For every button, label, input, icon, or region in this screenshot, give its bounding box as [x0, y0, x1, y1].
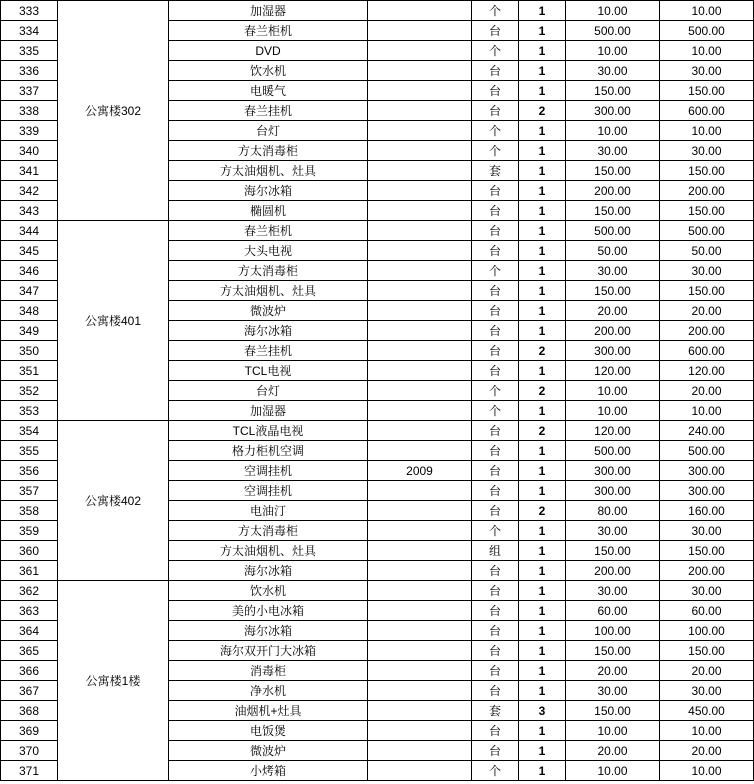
cell-year[interactable]: [368, 741, 472, 761]
cell-quantity[interactable]: 1: [519, 581, 566, 601]
cell-unit-price[interactable]: 10.00: [566, 121, 660, 141]
cell-name[interactable]: 方太油烟机、灶具: [169, 281, 368, 301]
cell-amount[interactable]: 100.00: [660, 621, 754, 641]
cell-unit[interactable]: 台: [472, 301, 519, 321]
cell-name[interactable]: 空调挂机: [169, 481, 368, 501]
cell-id[interactable]: 364: [1, 621, 58, 641]
cell-year[interactable]: [368, 761, 472, 781]
cell-quantity[interactable]: 2: [519, 381, 566, 401]
table-row: [1, 221, 754, 241]
cell-name[interactable]: 方太消毒柜: [169, 521, 368, 541]
cell-quantity[interactable]: 2: [519, 341, 566, 361]
cell-unit[interactable]: 组: [472, 541, 519, 561]
cell-id[interactable]: 353: [1, 401, 58, 421]
cell-name[interactable]: 椭圆机: [169, 201, 368, 221]
cell-name[interactable]: 加湿器: [169, 1, 368, 21]
cell-quantity[interactable]: 1: [519, 661, 566, 681]
cell-amount[interactable]: 50.00: [660, 241, 754, 261]
cell-year[interactable]: [368, 601, 472, 621]
cell-unit-price[interactable]: 20.00: [566, 741, 660, 761]
cell-amount[interactable]: 450.00: [660, 701, 754, 721]
table-row: [1, 581, 754, 601]
cell-unit-price[interactable]: 10.00: [566, 381, 660, 401]
cell-unit[interactable]: 台: [472, 581, 519, 601]
cell-year[interactable]: [368, 201, 472, 221]
cell-name[interactable]: TCL液晶电视: [169, 421, 368, 441]
cell-id[interactable]: 346: [1, 261, 58, 281]
cell-id[interactable]: 362: [1, 581, 58, 601]
cell-amount[interactable]: 30.00: [660, 61, 754, 81]
cell-id[interactable]: 368: [1, 701, 58, 721]
cell-amount[interactable]: 600.00: [660, 101, 754, 121]
cell-amount[interactable]: 150.00: [660, 201, 754, 221]
cell-unit[interactable]: 台: [472, 181, 519, 201]
cell-year[interactable]: [368, 361, 472, 381]
cell-quantity[interactable]: 2: [519, 501, 566, 521]
cell-unit-price[interactable]: 300.00: [566, 341, 660, 361]
cell-unit[interactable]: 台: [472, 621, 519, 641]
cell-unit[interactable]: 个: [472, 41, 519, 61]
cell-amount[interactable]: 30.00: [660, 681, 754, 701]
cell-year[interactable]: [368, 101, 472, 121]
cell-unit[interactable]: 台: [472, 281, 519, 301]
cell-name[interactable]: 方太消毒柜: [169, 141, 368, 161]
cell-unit-price[interactable]: 150.00: [566, 81, 660, 101]
cell-id[interactable]: 352: [1, 381, 58, 401]
cell-name[interactable]: 格力柜机空调: [169, 441, 368, 461]
cell-name[interactable]: 海尔冰箱: [169, 321, 368, 341]
cell-year[interactable]: 2009: [368, 461, 472, 481]
cell-year[interactable]: [368, 661, 472, 681]
cell-unit-price[interactable]: 200.00: [566, 181, 660, 201]
cell-amount[interactable]: 30.00: [660, 261, 754, 281]
cell-amount[interactable]: 150.00: [660, 161, 754, 181]
cell-id[interactable]: 363: [1, 601, 58, 621]
cell-name[interactable]: 台灯: [169, 381, 368, 401]
cell-id[interactable]: 343: [1, 201, 58, 221]
cell-id[interactable]: 340: [1, 141, 58, 161]
cell-id[interactable]: 338: [1, 101, 58, 121]
cell-amount[interactable]: 200.00: [660, 181, 754, 201]
cell-quantity[interactable]: 1: [519, 21, 566, 41]
cell-id[interactable]: 355: [1, 441, 58, 461]
cell-unit-price[interactable]: 30.00: [566, 261, 660, 281]
cell-quantity[interactable]: 1: [519, 721, 566, 741]
cell-location[interactable]: 公寓楼302: [58, 1, 169, 221]
cell-quantity[interactable]: 1: [519, 1, 566, 21]
cell-amount[interactable]: 30.00: [660, 521, 754, 541]
cell-quantity[interactable]: 1: [519, 41, 566, 61]
cell-id[interactable]: 358: [1, 501, 58, 521]
cell-amount[interactable]: 120.00: [660, 361, 754, 381]
cell-amount[interactable]: 300.00: [660, 461, 754, 481]
cell-quantity[interactable]: 1: [519, 321, 566, 341]
cell-unit[interactable]: 台: [472, 221, 519, 241]
cell-unit[interactable]: 台: [472, 441, 519, 461]
cell-unit-price[interactable]: 30.00: [566, 521, 660, 541]
cell-unit-price[interactable]: 30.00: [566, 61, 660, 81]
cell-amount[interactable]: 500.00: [660, 21, 754, 41]
cell-name[interactable]: 净水机: [169, 681, 368, 701]
cell-unit-price[interactable]: 200.00: [566, 321, 660, 341]
cell-id[interactable]: 347: [1, 281, 58, 301]
cell-name[interactable]: 电暖气: [169, 81, 368, 101]
cell-unit[interactable]: 台: [472, 81, 519, 101]
cell-year[interactable]: [368, 481, 472, 501]
cell-unit[interactable]: 台: [472, 361, 519, 381]
cell-id[interactable]: 371: [1, 761, 58, 781]
cell-year[interactable]: [368, 141, 472, 161]
cell-unit[interactable]: 台: [472, 341, 519, 361]
cell-unit-price[interactable]: 300.00: [566, 481, 660, 501]
cell-unit-price[interactable]: 150.00: [566, 161, 660, 181]
cell-id[interactable]: 342: [1, 181, 58, 201]
cell-id[interactable]: 354: [1, 421, 58, 441]
cell-id[interactable]: 365: [1, 641, 58, 661]
cell-quantity[interactable]: 1: [519, 181, 566, 201]
cell-unit-price[interactable]: 10.00: [566, 41, 660, 61]
cell-year[interactable]: [368, 641, 472, 661]
cell-unit[interactable]: 台: [472, 461, 519, 481]
cell-year[interactable]: [368, 21, 472, 41]
cell-year[interactable]: [368, 701, 472, 721]
cell-year[interactable]: [368, 81, 472, 101]
cell-year[interactable]: [368, 401, 472, 421]
cell-id[interactable]: 367: [1, 681, 58, 701]
cell-name[interactable]: 方太消毒柜: [169, 261, 368, 281]
cell-quantity[interactable]: 1: [519, 61, 566, 81]
cell-name[interactable]: TCL电视: [169, 361, 368, 381]
table-row: [1, 421, 754, 441]
cell-unit-price[interactable]: 30.00: [566, 681, 660, 701]
cell-amount[interactable]: 150.00: [660, 281, 754, 301]
cell-quantity[interactable]: 1: [519, 121, 566, 141]
cell-unit[interactable]: 台: [472, 721, 519, 741]
cell-unit[interactable]: 台: [472, 601, 519, 621]
cell-unit[interactable]: 台: [472, 201, 519, 221]
cell-name[interactable]: 消毒柜: [169, 661, 368, 681]
cell-quantity[interactable]: 1: [519, 161, 566, 181]
cell-unit-price[interactable]: 60.00: [566, 601, 660, 621]
cell-unit[interactable]: 台: [472, 641, 519, 661]
cell-quantity[interactable]: 1: [519, 481, 566, 501]
cell-quantity[interactable]: 1: [519, 521, 566, 541]
cell-id[interactable]: 339: [1, 121, 58, 141]
table-row: [1, 1, 754, 21]
cell-amount[interactable]: 60.00: [660, 601, 754, 621]
cell-name[interactable]: 海尔冰箱: [169, 181, 368, 201]
cell-amount[interactable]: 150.00: [660, 81, 754, 101]
cell-unit[interactable]: 台: [472, 481, 519, 501]
cell-unit-price[interactable]: 10.00: [566, 1, 660, 21]
cell-name[interactable]: 方太油烟机、灶具: [169, 541, 368, 561]
cell-id[interactable]: 359: [1, 521, 58, 541]
cell-amount[interactable]: 20.00: [660, 381, 754, 401]
cell-year[interactable]: [368, 421, 472, 441]
cell-unit[interactable]: 台: [472, 741, 519, 761]
cell-unit[interactable]: 台: [472, 241, 519, 261]
cell-id[interactable]: 335: [1, 41, 58, 61]
cell-unit[interactable]: 台: [472, 101, 519, 121]
cell-id[interactable]: 337: [1, 81, 58, 101]
cell-amount[interactable]: 10.00: [660, 761, 754, 781]
cell-name[interactable]: 美的小电冰箱: [169, 601, 368, 621]
cell-amount[interactable]: 160.00: [660, 501, 754, 521]
cell-unit[interactable]: 套: [472, 161, 519, 181]
cell-name[interactable]: 台灯: [169, 121, 368, 141]
cell-amount[interactable]: 30.00: [660, 141, 754, 161]
cell-amount[interactable]: 150.00: [660, 541, 754, 561]
cell-unit-price[interactable]: 10.00: [566, 761, 660, 781]
cell-year[interactable]: [368, 381, 472, 401]
cell-amount[interactable]: 10.00: [660, 721, 754, 741]
cell-year[interactable]: [368, 501, 472, 521]
cell-year[interactable]: [368, 441, 472, 461]
cell-id[interactable]: 351: [1, 361, 58, 381]
cell-name[interactable]: 电饭煲: [169, 721, 368, 741]
cell-id[interactable]: 357: [1, 481, 58, 501]
cell-amount[interactable]: 10.00: [660, 401, 754, 421]
cell-location[interactable]: 公寓楼402: [58, 421, 169, 581]
cell-name[interactable]: 海尔冰箱: [169, 561, 368, 581]
cell-amount[interactable]: 10.00: [660, 121, 754, 141]
cell-unit[interactable]: 套: [472, 701, 519, 721]
cell-unit-price[interactable]: 120.00: [566, 361, 660, 381]
cell-id[interactable]: 333: [1, 1, 58, 21]
cell-name[interactable]: 油烟机+灶具: [169, 701, 368, 721]
cell-unit-price[interactable]: 10.00: [566, 721, 660, 741]
cell-id[interactable]: 349: [1, 321, 58, 341]
cell-unit[interactable]: 台: [472, 501, 519, 521]
cell-unit[interactable]: 个: [472, 381, 519, 401]
cell-unit-price[interactable]: 20.00: [566, 301, 660, 321]
cell-amount[interactable]: 20.00: [660, 661, 754, 681]
cell-quantity[interactable]: 1: [519, 601, 566, 621]
cell-quantity[interactable]: 1: [519, 201, 566, 221]
cell-unit-price[interactable]: 10.00: [566, 401, 660, 421]
cell-quantity[interactable]: 1: [519, 141, 566, 161]
cell-year[interactable]: [368, 281, 472, 301]
cell-year[interactable]: [368, 181, 472, 201]
cell-year[interactable]: [368, 321, 472, 341]
cell-quantity[interactable]: 1: [519, 461, 566, 481]
cell-quantity[interactable]: 1: [519, 561, 566, 581]
cell-unit[interactable]: 台: [472, 421, 519, 441]
cell-quantity[interactable]: 1: [519, 681, 566, 701]
cell-name[interactable]: 小烤箱: [169, 761, 368, 781]
cell-amount[interactable]: 240.00: [660, 421, 754, 441]
cell-unit[interactable]: 台: [472, 321, 519, 341]
cell-id[interactable]: 361: [1, 561, 58, 581]
cell-quantity[interactable]: 2: [519, 421, 566, 441]
cell-amount[interactable]: 30.00: [660, 581, 754, 601]
cell-name[interactable]: DVD: [169, 41, 368, 61]
cell-name[interactable]: 春兰柜机: [169, 21, 368, 41]
cell-quantity[interactable]: 1: [519, 81, 566, 101]
cell-year[interactable]: [368, 561, 472, 581]
cell-unit[interactable]: 个: [472, 521, 519, 541]
cell-amount[interactable]: 200.00: [660, 321, 754, 341]
cell-unit[interactable]: 个: [472, 261, 519, 281]
cell-unit-price[interactable]: 500.00: [566, 441, 660, 461]
cell-name[interactable]: 海尔双开门大冰箱: [169, 641, 368, 661]
cell-id[interactable]: 370: [1, 741, 58, 761]
cell-year[interactable]: [368, 41, 472, 61]
cell-name[interactable]: 加湿器: [169, 401, 368, 421]
cell-unit[interactable]: 台: [472, 661, 519, 681]
cell-unit-price[interactable]: 500.00: [566, 21, 660, 41]
cell-unit-price[interactable]: 150.00: [566, 201, 660, 221]
cell-quantity[interactable]: 2: [519, 101, 566, 121]
cell-year[interactable]: [368, 681, 472, 701]
cell-unit-price[interactable]: 80.00: [566, 501, 660, 521]
cell-amount[interactable]: 600.00: [660, 341, 754, 361]
cell-year[interactable]: [368, 241, 472, 261]
cell-unit-price[interactable]: 200.00: [566, 561, 660, 581]
cell-unit-price[interactable]: 500.00: [566, 221, 660, 241]
cell-name[interactable]: 饮水机: [169, 581, 368, 601]
cell-name[interactable]: 电油汀: [169, 501, 368, 521]
cell-id[interactable]: 366: [1, 661, 58, 681]
cell-id[interactable]: 348: [1, 301, 58, 321]
cell-amount[interactable]: 200.00: [660, 561, 754, 581]
cell-year[interactable]: [368, 341, 472, 361]
cell-unit[interactable]: 个: [472, 761, 519, 781]
cell-id[interactable]: 341: [1, 161, 58, 181]
cell-quantity[interactable]: 1: [519, 281, 566, 301]
cell-name[interactable]: 饮水机: [169, 61, 368, 81]
cell-location[interactable]: 公寓楼401: [58, 221, 169, 421]
cell-unit-price[interactable]: 150.00: [566, 281, 660, 301]
cell-id[interactable]: 345: [1, 241, 58, 261]
cell-year[interactable]: [368, 221, 472, 241]
cell-unit[interactable]: 台: [472, 681, 519, 701]
cell-unit-price[interactable]: 30.00: [566, 141, 660, 161]
cell-year[interactable]: [368, 721, 472, 741]
cell-id[interactable]: 350: [1, 341, 58, 361]
cell-unit-price[interactable]: 300.00: [566, 101, 660, 121]
cell-year[interactable]: [368, 261, 472, 281]
cell-year[interactable]: [368, 61, 472, 81]
cell-name[interactable]: 春兰柜机: [169, 221, 368, 241]
cell-name[interactable]: 方太油烟机、灶具: [169, 161, 368, 181]
cell-id[interactable]: 360: [1, 541, 58, 561]
cell-unit[interactable]: 个: [472, 121, 519, 141]
cell-year[interactable]: [368, 1, 472, 21]
cell-quantity[interactable]: 1: [519, 221, 566, 241]
cell-unit[interactable]: 个: [472, 141, 519, 161]
cell-unit-price[interactable]: 150.00: [566, 701, 660, 721]
cell-quantity[interactable]: 1: [519, 241, 566, 261]
cell-id[interactable]: 369: [1, 721, 58, 741]
cell-quantity[interactable]: 1: [519, 621, 566, 641]
cell-unit-price[interactable]: 150.00: [566, 641, 660, 661]
cell-quantity[interactable]: 1: [519, 301, 566, 321]
cell-unit[interactable]: 个: [472, 1, 519, 21]
cell-unit-price[interactable]: 30.00: [566, 581, 660, 601]
cell-id[interactable]: 356: [1, 461, 58, 481]
cell-name[interactable]: 春兰挂机: [169, 101, 368, 121]
cell-amount[interactable]: 10.00: [660, 1, 754, 21]
cell-quantity[interactable]: 1: [519, 761, 566, 781]
cell-id[interactable]: 334: [1, 21, 58, 41]
cell-unit-price[interactable]: 120.00: [566, 421, 660, 441]
cell-quantity[interactable]: 1: [519, 261, 566, 281]
cell-amount[interactable]: 500.00: [660, 441, 754, 461]
cell-year[interactable]: [368, 621, 472, 641]
cell-year[interactable]: [368, 161, 472, 181]
cell-year[interactable]: [368, 521, 472, 541]
cell-location[interactable]: 公寓楼1楼: [58, 581, 169, 781]
cell-name[interactable]: 微波炉: [169, 301, 368, 321]
table-body: [1, 1, 754, 781]
cell-quantity[interactable]: 3: [519, 701, 566, 721]
cell-id[interactable]: 336: [1, 61, 58, 81]
cell-id[interactable]: 344: [1, 221, 58, 241]
cell-name[interactable]: 空调挂机: [169, 461, 368, 481]
cell-unit[interactable]: 台: [472, 61, 519, 81]
cell-unit-price[interactable]: 100.00: [566, 621, 660, 641]
cell-amount[interactable]: 20.00: [660, 741, 754, 761]
cell-unit-price[interactable]: 150.00: [566, 541, 660, 561]
cell-unit[interactable]: 个: [472, 401, 519, 421]
cell-unit-price[interactable]: 50.00: [566, 241, 660, 261]
cell-quantity[interactable]: 1: [519, 741, 566, 761]
cell-name[interactable]: 春兰挂机: [169, 341, 368, 361]
cell-quantity[interactable]: 1: [519, 541, 566, 561]
cell-amount[interactable]: 150.00: [660, 641, 754, 661]
cell-quantity[interactable]: 1: [519, 641, 566, 661]
cell-quantity[interactable]: 1: [519, 401, 566, 421]
cell-name[interactable]: 微波炉: [169, 741, 368, 761]
cell-year[interactable]: [368, 581, 472, 601]
cell-unit-price[interactable]: 20.00: [566, 661, 660, 681]
cell-year[interactable]: [368, 301, 472, 321]
cell-unit-price[interactable]: 300.00: [566, 461, 660, 481]
cell-name[interactable]: 海尔冰箱: [169, 621, 368, 641]
cell-year[interactable]: [368, 121, 472, 141]
cell-amount[interactable]: 20.00: [660, 301, 754, 321]
cell-year[interactable]: [368, 541, 472, 561]
cell-name[interactable]: 大头电视: [169, 241, 368, 261]
cell-quantity[interactable]: 1: [519, 441, 566, 461]
cell-unit[interactable]: 台: [472, 561, 519, 581]
cell-unit[interactable]: 台: [472, 21, 519, 41]
cell-amount[interactable]: 500.00: [660, 221, 754, 241]
cell-amount[interactable]: 300.00: [660, 481, 754, 501]
cell-quantity[interactable]: 1: [519, 361, 566, 381]
cell-amount[interactable]: 10.00: [660, 41, 754, 61]
